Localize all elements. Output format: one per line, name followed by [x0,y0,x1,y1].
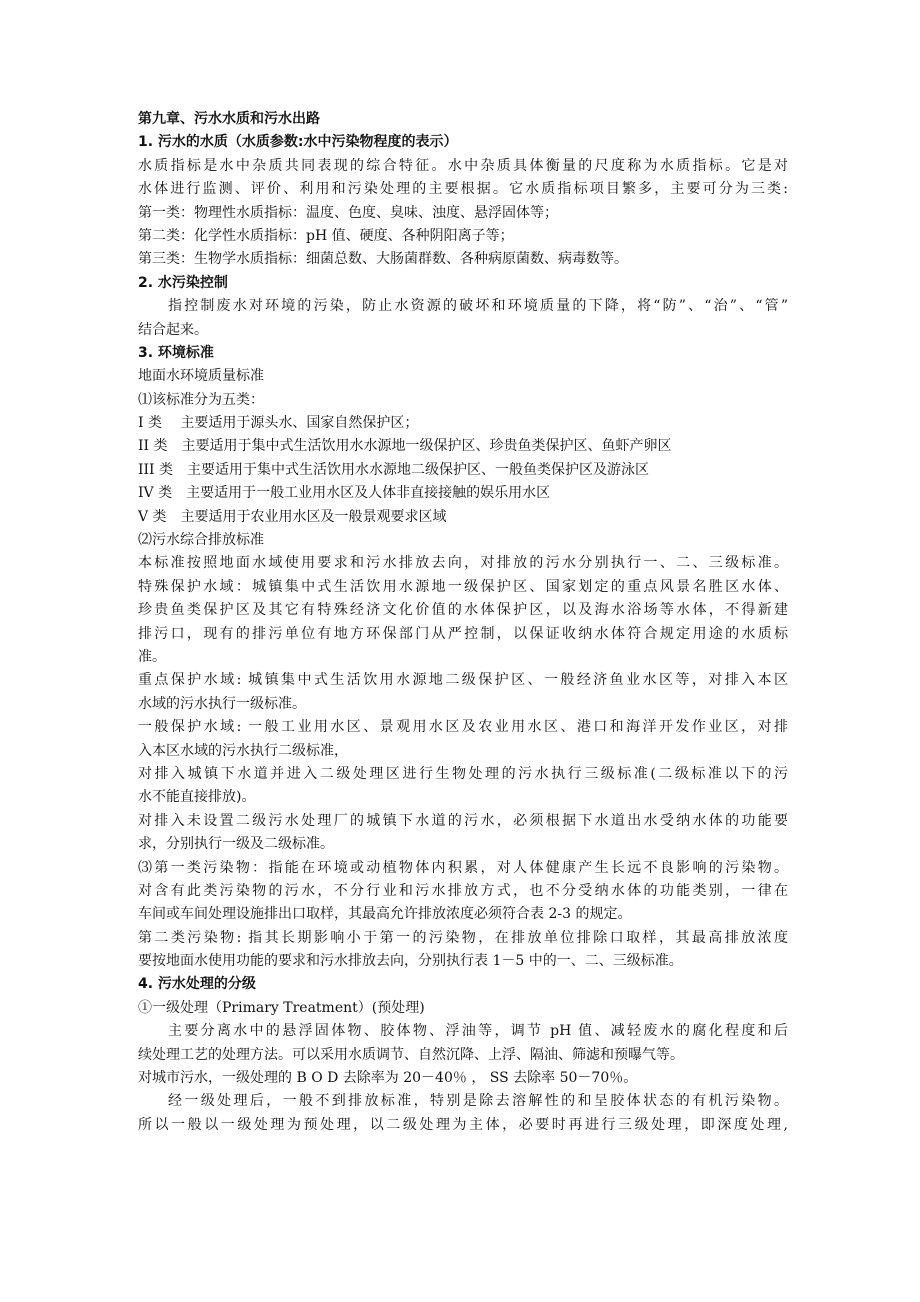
paragraph-line: 特殊保护水域：城镇集中式生活饮用水源地一级保护区、国家划定的重点风景名胜区水体、 [138,578,788,595]
document-page [138,108,788,1137]
paragraph-line: 珍贵鱼类保护区及其它有特殊经济文化价值的水体保护区，以及海水浴场等水体，不得新建 [138,602,788,619]
paragraph-line: 经一级处理后，一般不到排放标准，特别是除去溶解性的和呈胶体状态的有机污染物。 [168,1093,788,1110]
paragraph-line: 对城市污水，一级处理的 B O D 去除率为 20－40％ ， SS 去除率 50－70％。 [138,1070,638,1087]
paragraph-line: ⑴该标准分为五类： [138,391,264,408]
chapter-title: 第九章、污水水质和污水出路 [138,111,320,127]
paragraph-line: ①一级处理（Primary Treatment）(预处理) [138,999,425,1016]
list-item: III 类 主要适用于集中式生活饮用水水源地二级保护区、一般鱼类保护区及游泳区 [138,461,650,478]
paragraph-line: 准。 [138,648,166,665]
section-heading: 2. 水污染控制 [138,274,228,291]
paragraph-line: 地面水环境质量标准 [138,368,264,385]
paragraph-line: 对排入城镇下水道并进入二级处理区进行生物处理的污水执行三级标准(二级标准以下的污 [138,765,788,782]
paragraph-line: 重点保护水域: 城镇集中式生活饮用水源地二级保护区、一般经济鱼业水区等，对排入本区 [138,672,788,689]
paragraph-line: 水体进行监测、评价、利用和污染处理的主要根据。它水质指标项目繁多，主要可分为三类: [138,181,788,198]
paragraph-line: ⑶第一类污染物：指能在环境或动植物体内积累，对人体健康产生长远不良影响的污染物。 [138,859,788,876]
paragraph-line: 第二类：化学性水质指标：pH 值、硬度、各种阴阳离子等； [138,227,514,244]
list-item: IV 类 主要适用于一般工业用水区及人体非直接接触的娱乐用水区 [138,485,551,502]
paragraph-line: 求，分别执行一级及二级标准。 [138,836,334,853]
list-item: II 类 主要适用于集中式生活饮用水水源地一级保护区、珍贵鱼类保护区、鱼虾产卵区 [138,438,672,455]
list-item: V 类 主要适用于农业用水区及一般景观要求区域 [138,508,447,525]
paragraph-line: 对排入未设置二级污水处理厂的城镇下水道的污水，必须根据下水道出水受纳水体的功能要 [138,812,788,829]
paragraph-line: 水域的污水执行一级标准。 [138,695,306,712]
paragraph-line: 结合起来。 [138,321,208,338]
paragraph-line: ⑵污水综合排放标准 [138,532,264,549]
section-heading: 4. 污水处理的分级 [138,976,256,993]
section-heading: 1. 污水的水质（水质参数:水中污染物程度的表示） [138,134,458,151]
paragraph-line: 第二类污染物: 指其长期影响小于第一的污染物，在排放单位排除口取样，其最高排放浓度 [138,929,788,946]
paragraph-line: 续处理工艺的处理方法。可以采用水质调节、自然沉降、上浮、隔油、筛滤和预曝气等。 [138,1046,684,1063]
section-heading: 3. 环境标准 [138,344,214,361]
paragraph-line: 主要分离水中的悬浮固体物、胶体物、浮油等，调节 pH 值、减轻废水的腐化程度和后 [168,1023,788,1040]
paragraph-line: 要按地面水使用功能的要求和污水排放去向，分别执行表 1－5 中的一、二、三级标准。 [138,953,683,970]
paragraph-line: 排污口，现有的排污单位有地方环保部门从严控制，以保证收纳水体符合规定用途的水质标 [138,625,788,642]
list-item: I 类 主要适用于源头水、国家自然保护区； [138,415,419,432]
paragraph-line: 入本区水域的污水执行二级标准， [138,742,348,759]
paragraph-line: 水质指标是水中杂质共同表现的综合特征。水中杂质具体衡量的尺度称为水质指标。它是对 [138,157,788,174]
paragraph-line: 指控制废水对环境的污染，防止水资源的破坏和环境质量的下降，将“防”、“治”、“管” [168,298,788,315]
paragraph-line: 水不能直接排放)。 [138,789,256,806]
paragraph-line: 一般保护水域: 一般工业用水区、景观用水区及农业用水区、港口和海洋开发作业区，对排 [138,719,788,736]
paragraph-line: 本标准按照地面水域使用要求和污水排放去向，对排放的污水分别执行一、二、三级标准。 [138,555,788,572]
paragraph-line: 所以一般以一级处理为预处理，以二级处理为主体，必要时再进行三级处理，即深度处理, [138,1116,788,1133]
paragraph-line: 对含有此类污染物的污水，不分行业和污水排放方式，也不分受纳水体的功能类别，一律在 [138,882,788,899]
paragraph-line: 第一类：物理性水质指标：温度、色度、臭味、浊度、悬浮固体等； [138,204,558,221]
paragraph-line: 车间或车间处理设施排出口取样，其最高允许排放浓度必须符合表 2-3 的规定。 [138,906,632,923]
paragraph-line: 第三类：生物学水质指标：细菌总数、大肠菌群数、各种病原菌数、病毒数等。 [138,251,628,268]
